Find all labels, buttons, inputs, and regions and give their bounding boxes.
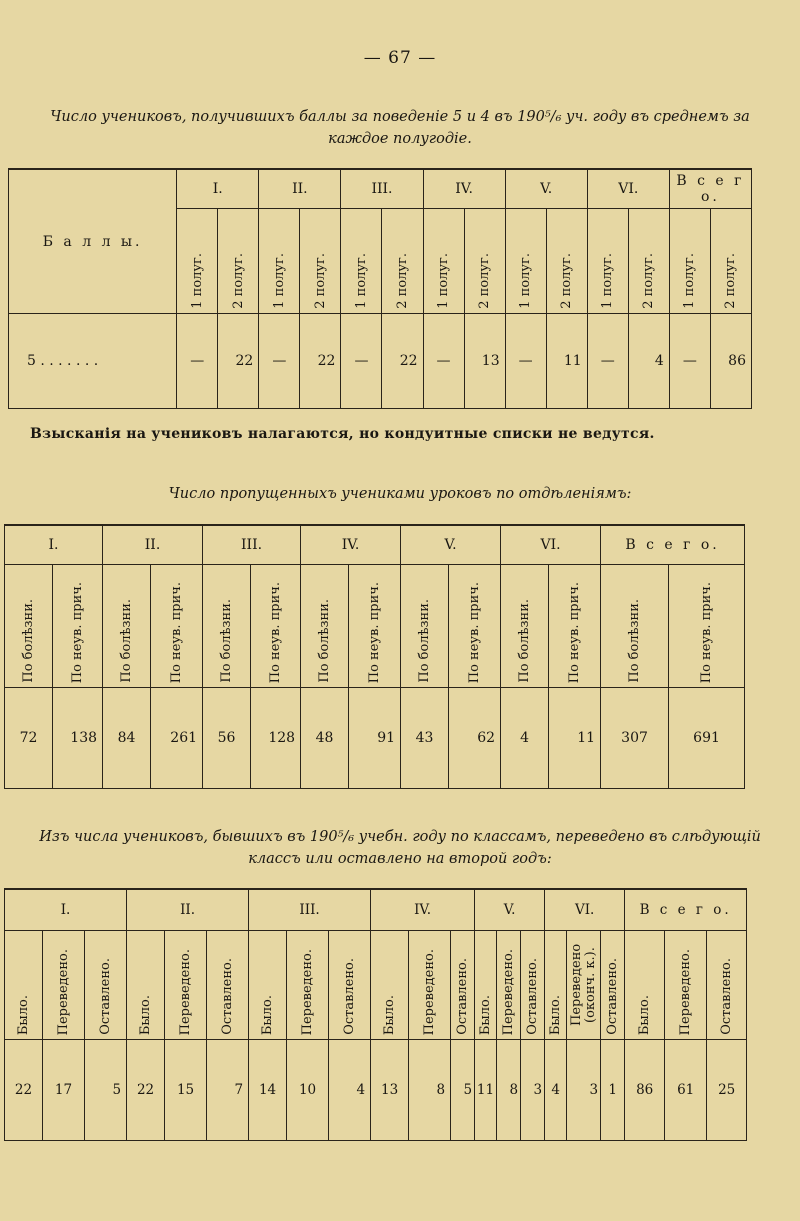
table2-cell: 261	[151, 688, 203, 789]
table1-cell: 13	[464, 314, 505, 409]
statement-punishments: Взысканія на учениковъ налагаются, но кондуитные списки не ведутся.	[30, 426, 655, 442]
caption-promotions: Изъ числа учениковъ, бывшихъ въ 190⁵/₆ учебн. году по классамъ, переведено въ слѣдующій классъ или оставлено на второй годъ:	[39, 829, 761, 867]
table2-cell: 43	[401, 688, 449, 789]
promotions-table	[4, 888, 747, 1141]
table2-sub: По неув. прич.	[549, 565, 601, 688]
table1-cell: —	[423, 314, 464, 409]
table2-subheader-row	[5, 565, 745, 688]
table1-sub-5-1: 1 полуг.	[505, 209, 546, 314]
table1-sub-2-2: 2 полуг.	[300, 209, 341, 314]
table2-sub: По неув. прич.	[151, 565, 203, 688]
table3-sub: Оставлено.	[521, 931, 545, 1040]
table2-sub: По болѣзни.	[103, 565, 151, 688]
table1-sub-total-2: 2 полуг.	[710, 209, 751, 314]
conduct-grades-table	[8, 168, 752, 409]
table3-sub: Было.	[545, 931, 567, 1040]
table1-sub-6-2: 2 полуг.	[628, 209, 669, 314]
table2-cell: 72	[5, 688, 53, 789]
table3-group-6: VI.	[545, 889, 625, 931]
table3-cell: 10	[287, 1040, 329, 1141]
table2-sub: По неув. прич.	[349, 565, 401, 688]
table2-cell: 128	[251, 688, 301, 789]
table2-data-row	[5, 688, 745, 789]
table2-cell: 62	[449, 688, 501, 789]
table2-sub: По неув. прич.	[449, 565, 501, 688]
table1-cell: —	[259, 314, 300, 409]
caption-missed-lessons: Число пропущенныхъ учениками уроковъ по отдѣленіямъ:	[168, 486, 632, 502]
table1-group-6: VI.	[587, 169, 669, 209]
table2-group-2: II.	[103, 525, 203, 565]
table3-cell: 7	[207, 1040, 249, 1141]
table1-group-3: III.	[341, 169, 423, 209]
table1-header-row	[9, 169, 752, 209]
table3-sub: Было.	[249, 931, 287, 1040]
table3-sub: Было.	[625, 931, 665, 1040]
table3-cell: 8	[409, 1040, 451, 1141]
table1-sub-6-1: 1 полуг.	[587, 209, 628, 314]
table2-cell: 56	[203, 688, 251, 789]
table2-group-total: В с е г о.	[601, 525, 745, 565]
table3-subheader-row	[5, 931, 747, 1040]
table2-sub: По неув. прич.	[251, 565, 301, 688]
table2-cell: 691	[669, 688, 745, 789]
table2-sub: По болѣзни.	[203, 565, 251, 688]
table3-cell: 14	[249, 1040, 287, 1141]
table3-group-3: III.	[249, 889, 371, 931]
table1-sub-2-1: 1 полуг.	[259, 209, 300, 314]
table3-cell: 22	[5, 1040, 43, 1141]
table3-sub: Переведено.	[165, 931, 207, 1040]
table3-group-4: IV.	[371, 889, 475, 931]
table3-sub: Оставлено.	[707, 931, 747, 1040]
table3-group-2: II.	[127, 889, 249, 931]
table1-sub-total-1: 1 полуг.	[669, 209, 710, 314]
table3-sub: Переведено (оконч. к.).	[567, 931, 601, 1040]
table3-cell: 3	[567, 1040, 601, 1141]
table3-sub: Было.	[127, 931, 165, 1040]
table2-group-3: III.	[203, 525, 301, 565]
table2-cell: 11	[549, 688, 601, 789]
grades-label: Б а л л ы.	[9, 169, 177, 314]
table1-cell: 86	[710, 314, 751, 409]
table1-cell: 4	[628, 314, 669, 409]
table1-sub-5-2: 2 полуг.	[546, 209, 587, 314]
table2-cell: 4	[501, 688, 549, 789]
table3-group-1: I.	[5, 889, 127, 931]
table2-group-4: IV.	[301, 525, 401, 565]
table3-sub: Было.	[371, 931, 409, 1040]
table3-cell: 17	[43, 1040, 85, 1141]
table3-cell: 22	[127, 1040, 165, 1141]
table3-cell: 25	[707, 1040, 747, 1141]
table3-sub: Оставлено.	[601, 931, 625, 1040]
table3-cell: 5	[85, 1040, 127, 1141]
table2-sub: По болѣзни.	[401, 565, 449, 688]
table1-group-1: I.	[177, 169, 259, 209]
table3-cell: 4	[545, 1040, 567, 1141]
table1-cell: —	[177, 314, 218, 409]
table3-sub: Переведено.	[409, 931, 451, 1040]
table2-sub: Пo неув. прич.	[669, 565, 745, 688]
table1-sub-3-1: 1 полуг.	[341, 209, 382, 314]
table2-header-row	[5, 525, 745, 565]
table3-cell: 11	[475, 1040, 497, 1141]
table3-sub: Оставлено.	[85, 931, 127, 1040]
table3-group-5: V.	[475, 889, 545, 931]
table3-cell: 3	[521, 1040, 545, 1141]
table2-sub: По неув. прич.	[53, 565, 103, 688]
table2-sub: По болѣзни.	[601, 565, 669, 688]
table2-sub: По болѣзни.	[501, 565, 549, 688]
table3-data-row	[5, 1040, 747, 1141]
table3-cell: 5	[451, 1040, 475, 1141]
table1-group-2: II.	[259, 169, 341, 209]
table3-sub: Оставлено.	[207, 931, 249, 1040]
table1-cell: —	[669, 314, 710, 409]
table1-group-5: V.	[505, 169, 587, 209]
table1-cell: 22	[300, 314, 341, 409]
table2-cell: 91	[349, 688, 401, 789]
table3-cell: 61	[665, 1040, 707, 1141]
table1-sub-4-1: 1 полуг.	[423, 209, 464, 314]
table1-sub-1-1: 1 полуг.	[177, 209, 218, 314]
table3-sub: Было.	[5, 931, 43, 1040]
table3-cell: 8	[497, 1040, 521, 1141]
table3-sub: Переведено.	[665, 931, 707, 1040]
caption-conduct-grades: Число учениковъ, получившихъ баллы за поведеніе 5 и 4 въ 190⁵/₆ уч. году въ среднемъ за каждое полугодіе.	[50, 109, 750, 147]
table1-sub-3-2: 2 полуг.	[382, 209, 423, 314]
table1-sub-4-2: 2 полуг.	[464, 209, 505, 314]
table3-sub: Оставлено.	[451, 931, 475, 1040]
table3-sub: Переведено.	[287, 931, 329, 1040]
table1-cell: 22	[382, 314, 423, 409]
table1-row-label: 5 . . . . . . .	[9, 314, 177, 409]
table3-header-row	[5, 889, 747, 931]
table3-cell: 86	[625, 1040, 665, 1141]
table2-cell: 307	[601, 688, 669, 789]
table3-cell: 4	[329, 1040, 371, 1141]
table1-cell: —	[505, 314, 546, 409]
table1-group-4: IV.	[423, 169, 505, 209]
table2-cell: 84	[103, 688, 151, 789]
table3-cell: 13	[371, 1040, 409, 1141]
table2-cell: 48	[301, 688, 349, 789]
page-number: — 67 —	[363, 48, 437, 68]
missed-lessons-table	[4, 524, 745, 789]
table3-sub: Было.	[475, 931, 497, 1040]
table1-cell: —	[587, 314, 628, 409]
table3-group-total: В с е г о.	[625, 889, 747, 931]
table3-sub: Переведено.	[43, 931, 85, 1040]
table2-cell: 138	[53, 688, 103, 789]
table2-group-6: VI.	[501, 525, 601, 565]
table1-cell: 22	[218, 314, 259, 409]
table3-cell: 15	[165, 1040, 207, 1141]
table3-sub: Оставлено.	[329, 931, 371, 1040]
table3-sub: Переведено.	[497, 931, 521, 1040]
table2-sub: По болѣзни.	[301, 565, 349, 688]
table2-sub: По болѣзни.	[5, 565, 53, 688]
table1-group-total: В с е г о.	[669, 169, 751, 209]
table1-data-row	[9, 314, 752, 409]
table1-cell: 11	[546, 314, 587, 409]
table1-cell: —	[341, 314, 382, 409]
table1-sub-1-2: 2 полуг.	[218, 209, 259, 314]
table3-cell: 1	[601, 1040, 625, 1141]
table2-group-5: V.	[401, 525, 501, 565]
table2-group-1: I.	[5, 525, 103, 565]
